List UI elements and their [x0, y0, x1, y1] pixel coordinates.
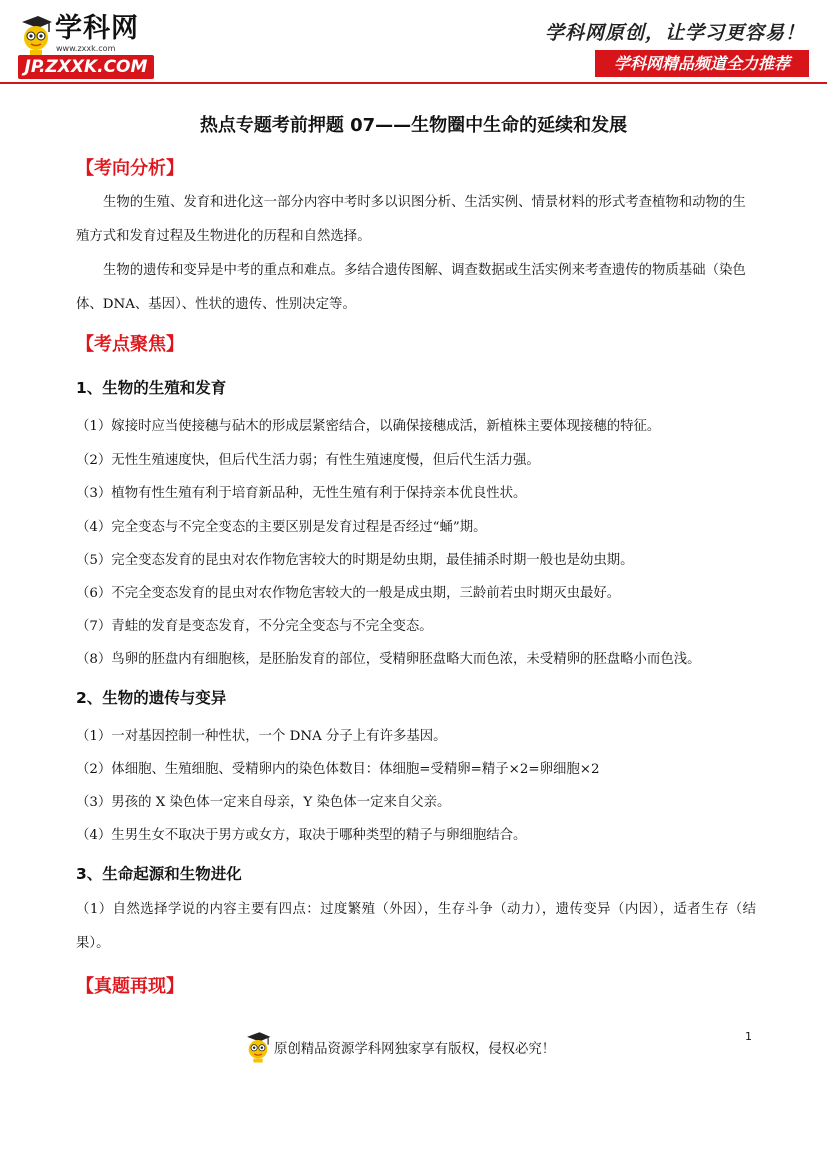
list-item: （8）鸟卵的胚盘内有细胞核，是胚胎发育的部位，受精卵胚盘略大而色浓，未受精卵的胚盘略小而色浅。	[76, 652, 701, 667]
subheading-reproduction: 1、生物的生殖和发育	[76, 379, 227, 397]
list-item: （6）不完全变态发育的昆虫对农作物危害较大的一般是成虫期，三龄前若虫时期灭虫最好。	[76, 586, 621, 601]
footer-copyright: 原创精品资源学科网独家享有版权，侵权必究！	[274, 1042, 556, 1057]
analysis-paragraph-1: 生物的生殖、发育和进化这一部分内容中考时多以识图分析、生活实例、情景材料的形式考查植物和动物的生殖方式和发育过程及生物进化的历程和自然选择。	[76, 195, 746, 244]
list-item: （4）生男生女不取决于男方或女方，取决于哪种类型的精子与卵细胞结合。	[76, 828, 527, 843]
list-item: （1）嫁接时应当使接穗与砧木的形成层紧密结合，以确保接穗成活，新植株主要体现接穗的特征。	[76, 419, 661, 434]
list-item: （2）体细胞、生殖细胞、受精卵内的染色体数目：体细胞=受精卵=精子×2=卵细胞×2	[76, 762, 600, 777]
analysis-paragraph-2: 生物的遗传和变异是中考的重点和难点。多结合遗传图解、调查数据或生活实例来考查遗传的物质基础（染色体、DNA、基因）、性状的遗传、性别决定等。	[76, 263, 746, 312]
logo-url: www.zxxk.com	[56, 44, 116, 53]
section-real-questions-heading: 【真题再现】	[76, 976, 184, 997]
mascot-icon	[18, 14, 54, 56]
header-divider	[0, 82, 827, 84]
document-title: 热点专题考前押题 07——生物圈中生命的延续和发展	[199, 115, 628, 136]
list-item: （3）男孩的 X 染色体一定来自母亲，Y 染色体一定来自父亲。	[76, 795, 451, 810]
section-focus-heading: 【考点聚焦】	[76, 334, 184, 355]
subheading-heredity: 2、生物的遗传与变异	[76, 689, 227, 707]
page-number: 1	[745, 1030, 752, 1043]
footer	[244, 1030, 584, 1066]
list-item: （4）完全变态与不完全变态的主要区别是发育过程是否经过“蛹”期。	[76, 520, 487, 535]
list-item: （5）完全变态发育的昆虫对农作物危害较大的时期是幼虫期，最佳捕杀时期一般也是幼虫期。	[76, 553, 634, 568]
section-analysis-heading: 【考向分析】	[76, 158, 184, 179]
slogan: 学科网原创，让学习更容易！	[544, 22, 805, 44]
mascot-icon	[244, 1030, 272, 1064]
list-item: （3）植物有性生殖有利于培育新品种，无性生殖有利于保持亲本优良性状。	[76, 486, 527, 501]
jp-zxxk-badge[interactable]: JP.ZXXK.COM	[18, 55, 154, 79]
channel-badge[interactable]: 学科网精品频道全力推荐	[595, 50, 809, 77]
site-logo[interactable]	[18, 14, 158, 80]
logo-text: 学科网	[55, 13, 139, 44]
list-item: （2）无性生殖速度快，但后代生活力弱；有性生殖速度慢，但后代生活力强。	[76, 453, 540, 468]
list-item: （7）青蛙的发育是变态发育，不分完全变态与不完全变态。	[76, 619, 433, 634]
list-item: （1）自然选择学说的内容主要有四点：过度繁殖（外因），生存斗争（动力），遗传变异（内因），适者生存（结果）。	[76, 902, 756, 951]
subheading-evolution: 3、生命起源和生物进化	[76, 865, 242, 883]
list-item: （1）一对基因控制一种性状，一个 DNA 分子上有许多基因。	[76, 729, 447, 744]
